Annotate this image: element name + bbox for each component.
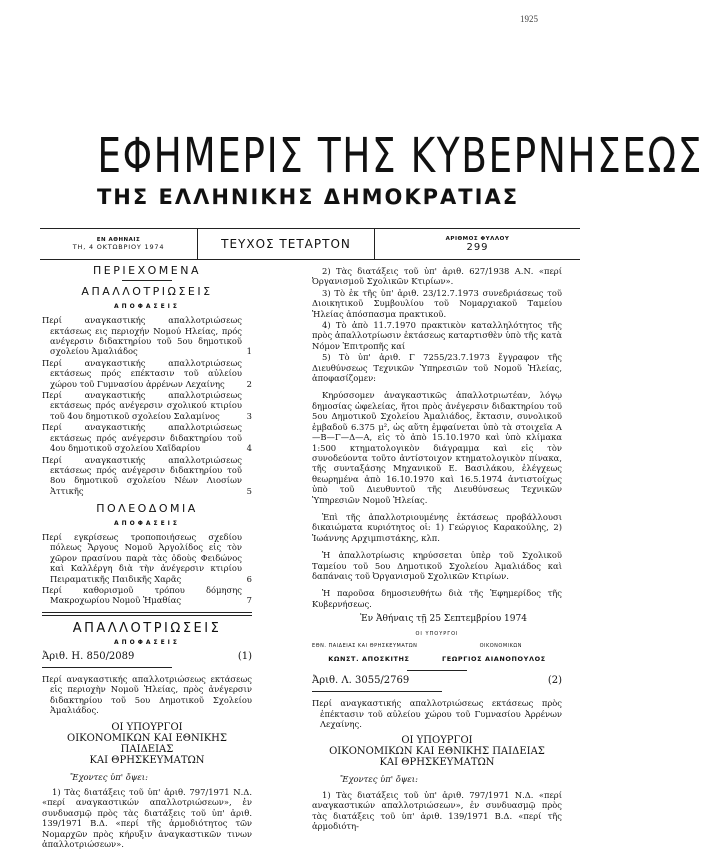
ministers-heading [312,735,562,768]
signature-role-left: ΕΘΝ. ΠΑΙΔΕΙΑΣ ΚΑΙ ΘΡΗΣΚΕΥΜΑΤΩΝ [312,643,418,649]
toc-item[interactable] [42,422,252,453]
toc-section-title: ΠΟΛΕΟΔΟΜΙΑ [96,502,198,516]
paragraph: Κηρύσσομεν ἀναγκαστικῶς ἀπαλλοτριωτέαν, λόγῳ δημοσίας ὠφελείας, ἤτοι πρὸς ἀνέγερσιν διδακτηρίου τοῦ 5ου Δημοτικοῦ Σχολείου Ἀμαλιάδος, ἔκτασιν, συνολικοῦ ἐμβαδοῦ 6.375 μ², ὡς αὕτη ἐμφαίνεται ὑπὸ τὰ στοιχεῖα Α—Β—Γ—Δ—Α, εἰς τὸ ἀπὸ 15.10.1970 καὶ ὑπὸ κλίμακα 1:500 κτηματολογικὸν διάγραμμα καὶ εἰς τὸν συνοδεύοντα τοῦτο ἀντίστοιχον κτηματολογικὸν πίνακα, τῆς συνταξάσης Μηχανικοῦ Ε. Βασιλάκου, ἐλέγχεως θεωρημένα ἀπὸ 16.10.1970 καὶ 16.5.1974 ἀντιστοίχως ὑπὸ τοῦ Διευθυντοῦ τῆς Διευθύνσεως Τεχνικῶν Ὑπηρεσιῶν Νομοῦ Ἠλείας. [312,390,562,505]
divider [42,667,172,668]
toc-item-text: Περί καθορισμοῦ τρόπου δόμησης Μακροχωρίου Νομοῦ Ἠμαθίας [42,584,242,606]
signature-roles [312,641,562,651]
paragraph: 1) Τὰς διατάξεις τοῦ ὑπ' ἀριθ. 797/1971 Ν.Δ. «περί αναγκαστικών απαλλοτριώσεων», ἐν συνδυασμῷ πρὸς τὰς διατάξεις τοῦ ὑπ' ἀριθ. 139/1971 Β.Δ. «περί τῆς ἁρμοδιότητος τῶν Νομαρχῶν πρὸς κήρυξιν ἀναγκαστικῶν τινων ἀπαλλοτριώσεων». [42,787,252,850]
paragraph: 4) Τὸ ἀπὸ 11.7.1970 πρακτικὸν καταλληλότητος τῆς πρὸς ἀπαλλοτρίωσιν ἐκτάσεως καταρτισθὲν ὑπὸ τῆς κατὰ Νόμον Ἐπιτροπῆς καί [312,320,562,351]
decision-summary: Περί αναγκαστικής απαλλοτριώσεως εκτάσεως πρὸς ἐπέκτασιν τοῦ αὐλείου χώρου τοῦ Γυμνασίου Ἀρρένων Λεχαίνης. [312,698,562,730]
toc-item-page: 6 [246,573,252,584]
ministers-line: ΟΙΚΟΝΟΜΙΚΩΝ ΚΑΙ ΕΘΝΙΚΗΣ ΠΑΙΔΕΙΑΣ [329,746,545,758]
ministers-line: ΟΙ ΥΠΟΥΡΓΟΙ [401,735,473,747]
section-divider [42,612,252,616]
masthead [38,128,703,209]
date-cell [40,229,198,259]
toc-item-text: Περί εγκρίσεως τροποποιήσεως σχεδίου πόλεως Ἄργους Νομοῦ Ἀργολίδος εἰς τὸν χῶρον πρασίνου παρὰ τὰς ὁδοὺς Φειδώνος καὶ Καλλέργη διὰ τὴν ἀνέγερσιν κτιρίου Πειραματικῆς Παιδικῆς Χαρᾶς [42,531,242,584]
signature-role-right: ΟΙΚΟΝΟΜΙΚΩΝ [479,643,522,649]
toc-item-text: Περί αναγκαστικής απαλλοτριώσεως εκτάσεως εις περιοχήν Νομού Ηλείας, πρός ανέγερσιν διδακτηρίου τοῦ 5ου δημοτικοῦ σχολείου Ἀμαλιάδος [42,315,242,357]
paragraph: 2) Τὰς διατάξεις τοῦ ὑπ' ἀριθ. 627/1938 Α.Ν. «περί Ὀργανισμοῦ Σχολικῶν Κτιρίων». [312,266,562,287]
decision-number: (2) [547,674,562,686]
page-number: 1925 [520,14,538,24]
right-column [312,266,562,832]
sheet-label: ΑΡΙΘΜΟΣ ΦΥΛΛΟΥ [445,235,510,242]
toc-item-page: 4 [246,443,252,454]
gazette-subtitle: ΤΗΣ ΕΛΛΗΝΙΚΗΣ ΔΗΜΟΚΡΑΤΙΑΣ [96,185,520,209]
toc-section-subtitle: ΑΠΟΦΑΣΕΙΣ [113,519,181,527]
gazette-title: ΕΦΗΜΕΡΙΣ ΤΗΣ ΚΥΒΕΡΝΗΣΕΩΣ [97,128,703,184]
decision-ref: Ἀριθ. Η. 850/2089 [42,650,135,662]
decision-section-title: ΑΠΑΛΛΟΤΡΙΩΣΕΙΣ [72,620,222,636]
toc-item-text: Περί αναγκαστικής απαλλοτριώσεως εκτάσεως πρός ανέγερσιν σχολικού κτιρίου τοῦ 4ου δημοτικοῦ σχολείου Σαλαμίνος [42,390,242,421]
paragraph: 5) Τὸ ὑπ' ἀριθ. Γ 7255/23.7.1973 ἔγγραφον τῆς Διευθύνσεως Τεχνικῶν Ὑπηρεσιῶν τοῦ Νομοῦ Ἠλείας, ἀποφασίζομεν: [312,352,562,384]
contents-heading: ΠΕΡΙΕΧΟΜΕΝΑ [93,264,201,277]
ministers-heading [42,722,252,766]
toc-item-page: 5 [246,485,252,496]
having-regard: Ἔχοντες ὑπ' ὄψει: [70,771,148,782]
toc-item[interactable] [42,315,252,357]
ministers-line: ΚΑΙ ΘΡΗΣΚΕΥΜΑΤΩΝ [379,757,495,769]
paragraph: Ἡ παροῦσα δημοσιευθήτω διὰ τῆς Ἐφημερίδος τῆς Κυβερνήσεως. [312,588,562,609]
paragraph: Ἡ ἀπαλλοτρίωσις κηρύσσεται ὑπὲρ τοῦ Σχολικοῦ Ταμείου τοῦ 5ου Δημοτικοῦ Σχολείου Ἀμαλιάδος καὶ δαπάναις τοῦ Ὀργανισμοῦ Σχολικῶν Κτιρίων. [312,550,562,581]
paragraph: Ἐπὶ τῆς ἀπαλλοτριουμένης ἐκτάσεως προβάλλουσι δικαιώματα κυριότητος οἱ: 1) Γεώργιος Καρακούλης, 2) Ἰωάννης Αρχιμπιστάκης, κλπ. [312,511,562,543]
issue-info-bar [40,228,580,260]
divider [407,670,467,671]
signature-name-right: ΓΕΩΡΓΙΟΣ ΑΙΑΝΟΠΟΥΛΟΣ [442,655,546,664]
issue-date: ΤΗ, 4 ΟΚΤΩΒΡΙΟΥ 1974 [72,243,165,251]
having-regard: Ἔχοντες ὑπ' ὄψει: [340,774,418,785]
issue-cell [198,229,375,259]
decision-header [42,652,252,662]
toc-item-text: Περί αναγκαστικής απαλλοτριώσεως εκτάσεως πρός ανέγερσιν διδακτηρίου τοῦ 4ου δημοτικοῦ σχολείου Χαϊδαρίου [42,422,242,454]
paragraph: 1) Τὰς διατάξεις τοῦ ὑπ' ἀριθ. 797/1971 Ν.Δ. «περί αναγκαστικών απαλλοτριώσεων», ἐν συνδυασμῷ πρὸς τὰς διατάξεις τοῦ ὑπ' ἀριθ. 139/1971 Β.Δ. «περί τῆς ἁρμοδιότη- [312,789,562,832]
ministers-line: ΚΑΙ ΘΡΗΣΚΕΥΜΑΤΩΝ [89,754,205,766]
signed-place-date: Ἐν Ἀθήναις τῇ 25 Σεπτεμβρίου 1974 [360,614,527,625]
toc-item-page: 7 [246,595,252,606]
toc-item-page: 3 [246,410,252,421]
signature-names [312,654,562,664]
ministers-line: ΟΙΚΟΝΟΜΙΚΩΝ ΚΑΙ ΕΘΝΙΚΗΣ ΠΑΙΔΕΙΑΣ [67,732,227,755]
ministers-line: ΟΙ ΥΠΟΥΡΓΟΙ [111,721,183,733]
toc-item[interactable] [42,585,252,606]
left-column [42,266,252,850]
signature-name-left: ΚΩΝΣΤ. ΑΠΟΣΚΙΤΗΣ [328,655,410,664]
decision-number: (1) [237,650,252,662]
divider [312,691,442,692]
issue-name: ΤΕΥΧΟΣ ΤΕΤΑΡΤΟΝ [221,237,351,251]
decision-header [312,676,562,686]
toc-item-page: 2 [246,378,252,389]
toc-section-title: ΑΠΑΛΛΟΤΡΙΩΣΕΙΣ [81,285,213,299]
place-label: ΕΝ ΑΘΗΝΑΙΣ [96,237,141,243]
toc-item[interactable] [42,390,252,421]
toc-item[interactable] [42,358,252,389]
decision-section-subtitle: ΑΠΟΦΑΣΕΙΣ [113,639,181,647]
paragraph: 3) Τὸ ἐκ τῆς ὑπ' ἀριθ. 23/12.7.1973 συνεδριάσεως τοῦ Διοικητικοῦ Συμβουλίου τοῦ Νομαρχιακοῦ Ταμείου Ἠλείας ἀπόσπασμα πρακτικοῦ. [312,287,562,319]
signature-title: ΟΙ ΥΠΟΥΡΓΟΙ [415,630,459,637]
toc-item[interactable] [42,532,252,584]
decision-ref: Ἀριθ. Λ. 3055/2769 [312,674,410,686]
toc-item-page: 1 [246,346,252,357]
sheet-number: 299 [466,241,489,253]
toc-item-text: Περί αναγκαστικής απαλλοτριώσεως εκτάσεως πρός επέκτασιν τοῦ αὐλείου χώρου τοῦ Γυμνασίου ἀρρένων Λεχαίνης [42,357,242,389]
divider [122,280,172,281]
sheet-cell [375,229,580,259]
toc-item[interactable] [42,455,252,497]
toc-section-subtitle: ΑΠΟΦΑΣΕΙΣ [113,302,181,310]
toc-item-text: Περί αναγκαστικής απαλλοτριώσεως εκτάσεως πρός ανέγερσιν διδακτηρίου τοῦ 8ου δημοτικοῦ σχολείου Νέων Λιοσίων Ἀττικῆς [42,454,242,496]
decision-summary: Περί αναγκαστικής απαλλοτριώσεως εκτάσεως εἰς περιοχὴν Νομοῦ Ἠλείας, πρὸς ἀνέγερσιν διδακτηρίου τοῦ 5ου Δημοτικοῦ Σχολείου Ἀμαλιάδος. [42,674,252,716]
